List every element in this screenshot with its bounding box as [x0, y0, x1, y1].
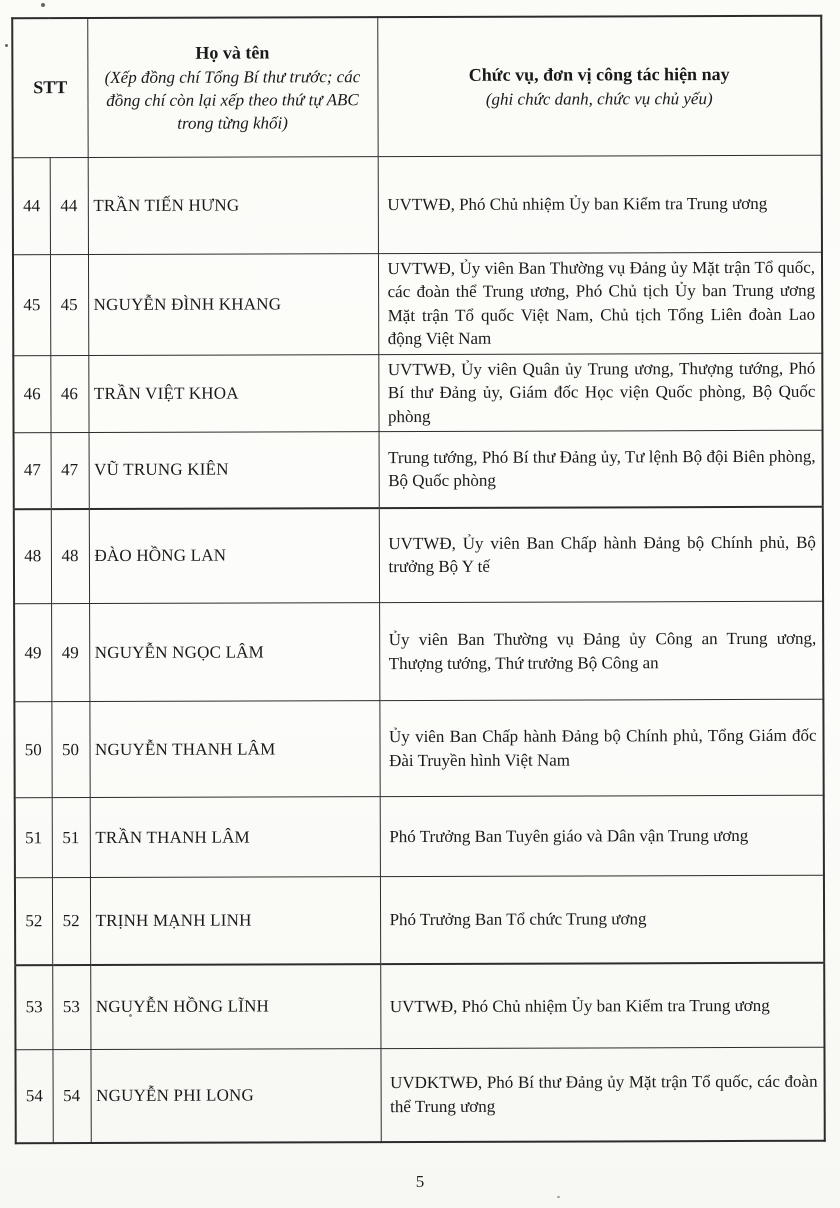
scan-speck: [41, 3, 45, 7]
row-position: Phó Trưởng Ban Tuyên giáo và Dân vận Trung ương: [380, 795, 824, 876]
row-number-left: 47: [14, 433, 51, 509]
row-number-right: 44: [50, 157, 88, 254]
row-name: NGUYỄN ĐÌNH KHANG: [88, 253, 378, 355]
row-name: NGUYỄN NGỌC LÂM: [89, 603, 379, 702]
row-position: UVTWĐ, Phó Chủ nhiệm Ủy ban Kiểm tra Trung ương: [378, 155, 822, 253]
row-name: NGUYỄN THANH LÂM: [89, 701, 379, 798]
table-row: [15, 795, 824, 878]
row-number-right: 53: [52, 965, 90, 1050]
row-number-right: 49: [51, 604, 89, 702]
row-number-right: 48: [51, 509, 89, 604]
table-row: [15, 962, 824, 1050]
row-number-left: 49: [14, 604, 51, 702]
row-number-left: 50: [14, 702, 51, 798]
row-number-right: 54: [52, 1050, 90, 1143]
row-number-right: 52: [52, 878, 90, 965]
table-row: [14, 699, 823, 798]
header-position-title: Chức vụ, đơn vị công tác hiện nay: [468, 63, 730, 85]
row-name: TRẦN VIỆT KHOA: [88, 354, 378, 432]
row-position: Ủy viên Ban Chấp hành Đảng bộ Chính phủ, Tổng Giám đốc Đài Truyền hình Việt Nam: [379, 699, 823, 796]
row-position: UVTWĐ, Ủy viên Quân ủy Trung ương, Thượng tướng, Phó Bí thư Đảng ủy, Giám đốc Học viện Quốc phòng, Bộ Quốc phòng: [378, 353, 822, 432]
row-number-left: 51: [15, 798, 52, 878]
row-name: VŨ TRUNG KIÊN: [89, 432, 379, 509]
row-position: UVTWĐ, Phó Chủ nhiệm Ủy ban Kiểm tra Trung ương: [380, 962, 824, 1048]
table-body: [13, 155, 825, 1143]
row-name: TRỊNH MẠNH LINH: [90, 877, 380, 965]
row-number-left: 44: [13, 157, 50, 254]
table-row: [15, 875, 824, 965]
row-number-right: 46: [50, 355, 88, 433]
row-number-left: 53: [15, 965, 52, 1050]
table-row: [14, 430, 823, 509]
table-row: [14, 506, 823, 604]
row-number-right: 51: [52, 798, 90, 878]
row-number-left: 45: [13, 254, 50, 355]
officials-table: [11, 15, 826, 1144]
row-number-left: 54: [15, 1050, 52, 1143]
row-position: Phó Trưởng Ban Tổ chức Trung ương: [380, 875, 824, 963]
row-number-right: 47: [51, 433, 89, 509]
row-name: ĐÀO HỒNG LAN: [89, 508, 379, 604]
header-cell-stt: STT: [12, 18, 87, 157]
table-row: [13, 353, 822, 433]
row-position: UVTWĐ, Ủy viên Ban Thường vụ Đảng ủy Mặt trận Tổ quốc, các đoàn thể Trung ương, Phó Chủ tịch Ủy ban Trung ương Mặt trận Tổ quốc Việt Nam, Chủ tịch Tổng Liên đoàn Lao động Việt Nam: [378, 252, 822, 354]
row-position: UVTWĐ, Ủy viên Ban Chấp hành Đảng bộ Chính phủ, Bộ trưởng Bộ Y tế: [379, 506, 823, 602]
row-number-right: 45: [50, 254, 88, 355]
table-row: [13, 252, 822, 356]
page-number: 5: [415, 1172, 425, 1191]
scan-speck: [5, 44, 8, 47]
table-row: [14, 601, 823, 702]
row-number-right: 50: [51, 702, 89, 798]
header-name-subtitle: (Xếp đồng chí Tổng Bí thư trước; các đồng chí còn lại xếp theo thứ tự ABC trong từng khối): [104, 66, 361, 133]
row-number-left: 52: [15, 878, 52, 965]
table-row: [15, 1047, 824, 1143]
row-position: Ủy viên Ban Thường vụ Đảng ủy Công an Trung ương, Thượng tướng, Thứ trưởng Bộ Công an: [379, 601, 823, 700]
header-cell-position: [377, 16, 821, 156]
header-position-subtitle: (ghi chức danh, chức vụ chủ yếu): [485, 88, 713, 109]
header-cell-name: [87, 17, 377, 157]
row-number-left: 48: [14, 509, 51, 604]
table-row: [13, 155, 822, 255]
row-number-left: 46: [13, 355, 50, 433]
scan-speck: [557, 1196, 560, 1198]
row-name: NGUYỄN PHI LONG: [90, 1049, 380, 1143]
row-position: UVDKTWĐ, Phó Bí thư Đảng ủy Mặt trận Tổ quốc, các đoàn thể Trung ương: [380, 1047, 824, 1141]
header-name-title: Họ và tên: [195, 42, 270, 63]
row-name: TRẦN TIẾN HƯNG: [88, 156, 378, 254]
row-position: Trung tướng, Phó Bí thư Đảng ủy, Tư lệnh Bộ đội Biên phòng, Bộ Quốc phòng: [379, 430, 823, 507]
row-name: NGUYỄN HỒNG LĨNH: [90, 964, 380, 1050]
table-header-row: [12, 16, 821, 158]
row-name: TRẦN THANH LÂM: [90, 797, 380, 878]
